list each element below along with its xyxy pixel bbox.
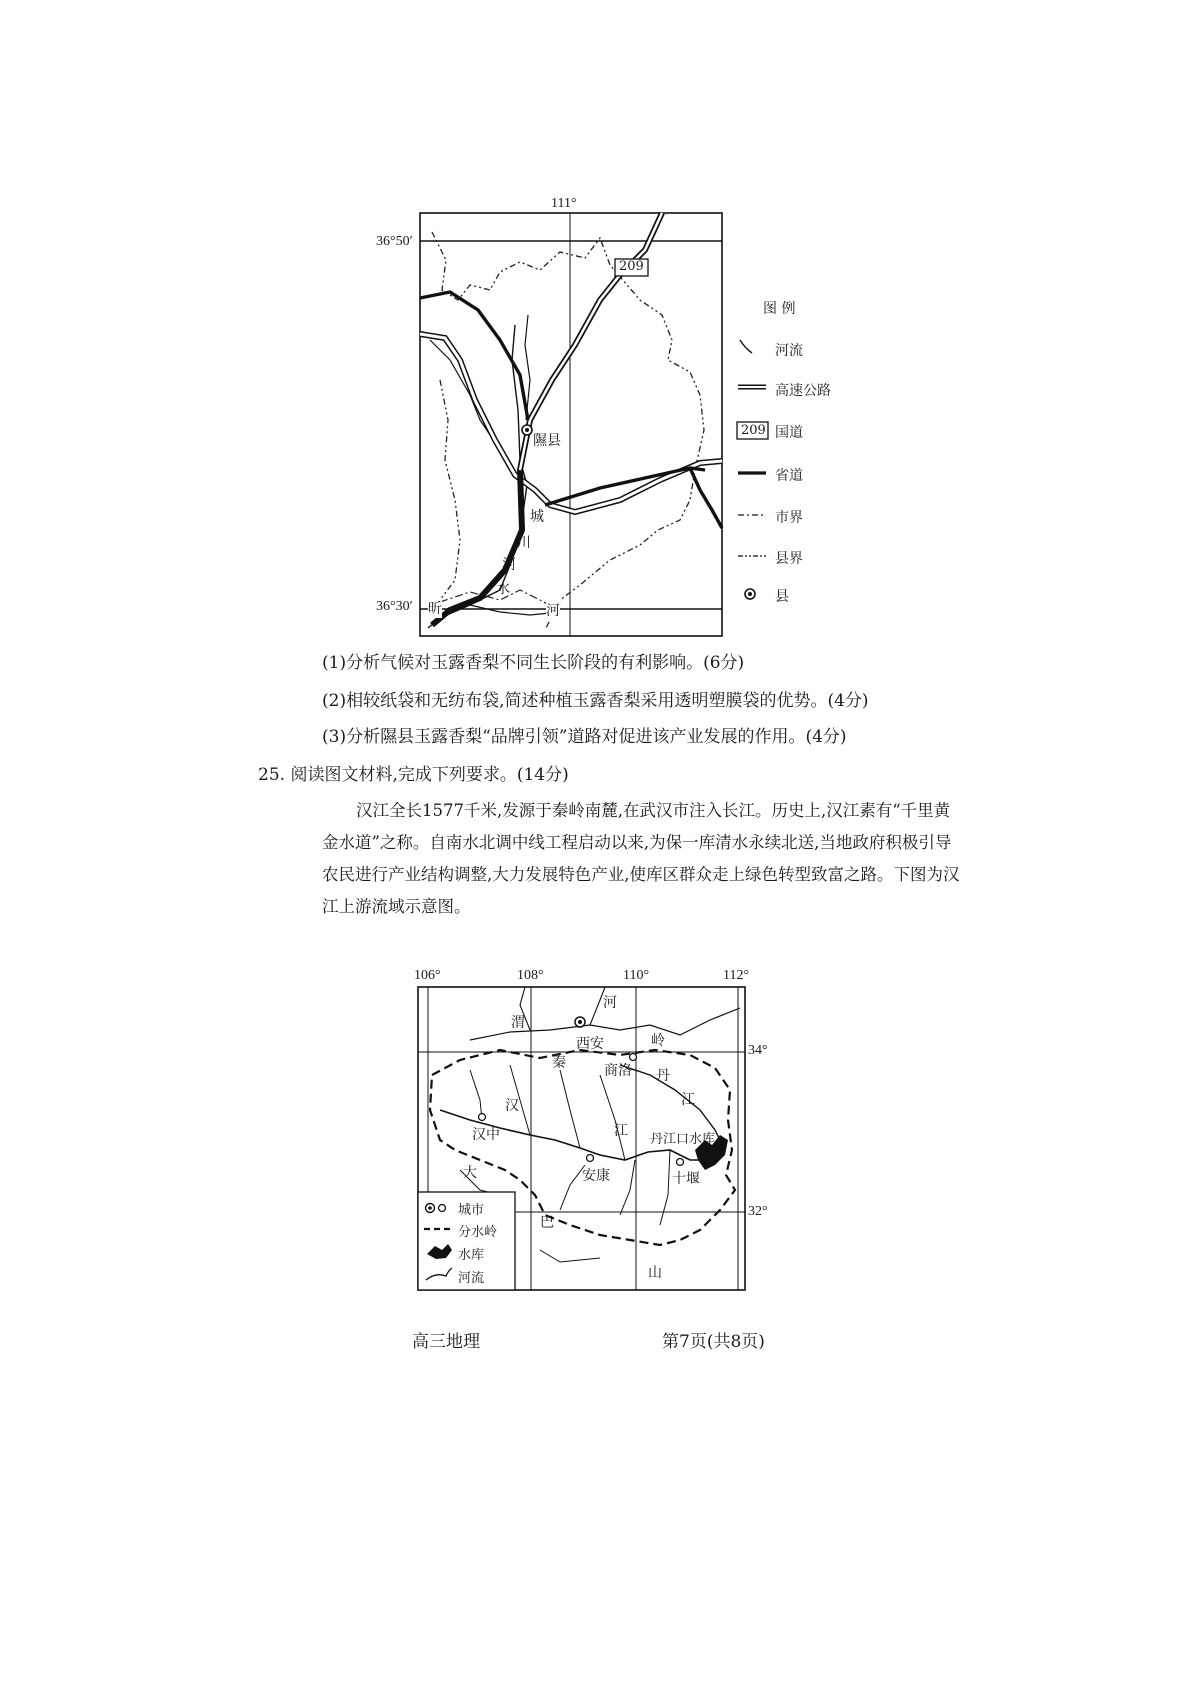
label-shiyan: 十堰 <box>672 1171 700 1187</box>
map2-legend-reservoir: 水库 <box>458 1248 485 1263</box>
legend-label-national-road: 国道 <box>775 425 803 441</box>
map2-lat-32: 32° <box>748 1204 768 1219</box>
material-line: 农民进行产业结构调整,大力发展特色产业,使库区群众走上绿色转型致富之路。下图为汉 <box>322 865 960 884</box>
map1-latitude-top-label: 36°50′ <box>376 234 413 249</box>
label-da: 大 <box>463 1165 477 1181</box>
question-25-heading: 25. 阅读图文材料,完成下列要求。(14分) <box>258 765 569 785</box>
river-name-char: 水 <box>496 581 510 597</box>
legend-label-county-seat: 县 <box>775 589 789 605</box>
map2-lon-112: 112° <box>723 968 750 983</box>
label-ba: 巴 <box>540 1215 554 1231</box>
question-24-3: (3)分析隰县玉露香梨“品牌引领”道路对促进该产业发展的作用。(4分) <box>322 727 847 747</box>
legend-label-river: 河流 <box>775 343 803 359</box>
label-jiang-dan: 江 <box>681 1092 695 1108</box>
question-24-1: (1)分析气候对玉露香梨不同生长阶段的有利影响。(6分) <box>322 653 745 673</box>
label-han: 汉 <box>505 1098 519 1114</box>
legend-title: 图 例 <box>763 301 796 317</box>
bottom-river-label-left: 昕 <box>428 598 442 618</box>
legend-label-city-boundary: 市界 <box>775 510 803 526</box>
label-ankang: 安康 <box>582 1168 610 1184</box>
map2-lon-110: 110° <box>623 968 650 983</box>
material-line: 金水道”之称。自南水北调中线工程启动以来,为保一库清水永续北送,当地政府积极引导 <box>322 833 952 852</box>
label-hanzhong: 汉中 <box>472 1127 500 1143</box>
county-seat-label: 隰县 <box>533 433 561 449</box>
map2-lat-34: 34° <box>748 1043 768 1058</box>
river-name-char: 川 <box>517 535 531 551</box>
label-shan: 山 <box>648 1265 662 1281</box>
legend-label-expressway: 高速公路 <box>775 383 831 399</box>
label-jiang-han: 江 <box>614 1123 628 1139</box>
map1-longitude-label: 111° <box>551 196 577 211</box>
river-name-char: 城 <box>530 509 544 525</box>
question-24-2: (2)相较纸袋和无纺布袋,简述种植玉露香梨采用透明塑膜袋的优势。(4分) <box>322 691 869 711</box>
label-xian: 西安 <box>576 1036 604 1052</box>
map1-latitude-bottom-label: 36°30′ <box>376 599 413 614</box>
label-reservoir: 丹江口水库 <box>650 1132 716 1147</box>
label-he: 河 <box>603 995 617 1011</box>
label-ling: 岭 <box>651 1033 665 1049</box>
map2-legend-river: 河流 <box>458 1271 485 1286</box>
label-dan: 丹 <box>656 1068 670 1084</box>
legend-label-county-boundary: 县界 <box>775 551 803 567</box>
map2-legend-city: 城市 <box>458 1203 485 1218</box>
material-line: 汉江全长1577千米,发源于秦岭南麓,在武汉市注入长江。历史上,汉江素有“千里黄 <box>356 801 951 820</box>
footer-page-number: 第7页(共8页) <box>662 1332 765 1352</box>
legend-national-road-badge: 209 <box>741 423 766 438</box>
label-shangluo: 商洛 <box>604 1063 632 1079</box>
label-wei: 渭 <box>511 1015 525 1031</box>
footer-subject: 高三地理 <box>412 1332 480 1352</box>
legend-label-provincial-road: 省道 <box>775 468 803 484</box>
river-name-char: 河 <box>502 557 516 573</box>
map2-lon-108: 108° <box>517 968 544 983</box>
route-209-badge: 209 <box>619 259 644 274</box>
material-line: 江上游流域示意图。 <box>322 897 471 916</box>
bottom-river-label-right: 河 <box>546 600 560 620</box>
map2-legend-watershed: 分水岭 <box>458 1225 498 1240</box>
map2-lon-106: 106° <box>414 968 441 983</box>
label-qin: 秦 <box>552 1055 566 1071</box>
